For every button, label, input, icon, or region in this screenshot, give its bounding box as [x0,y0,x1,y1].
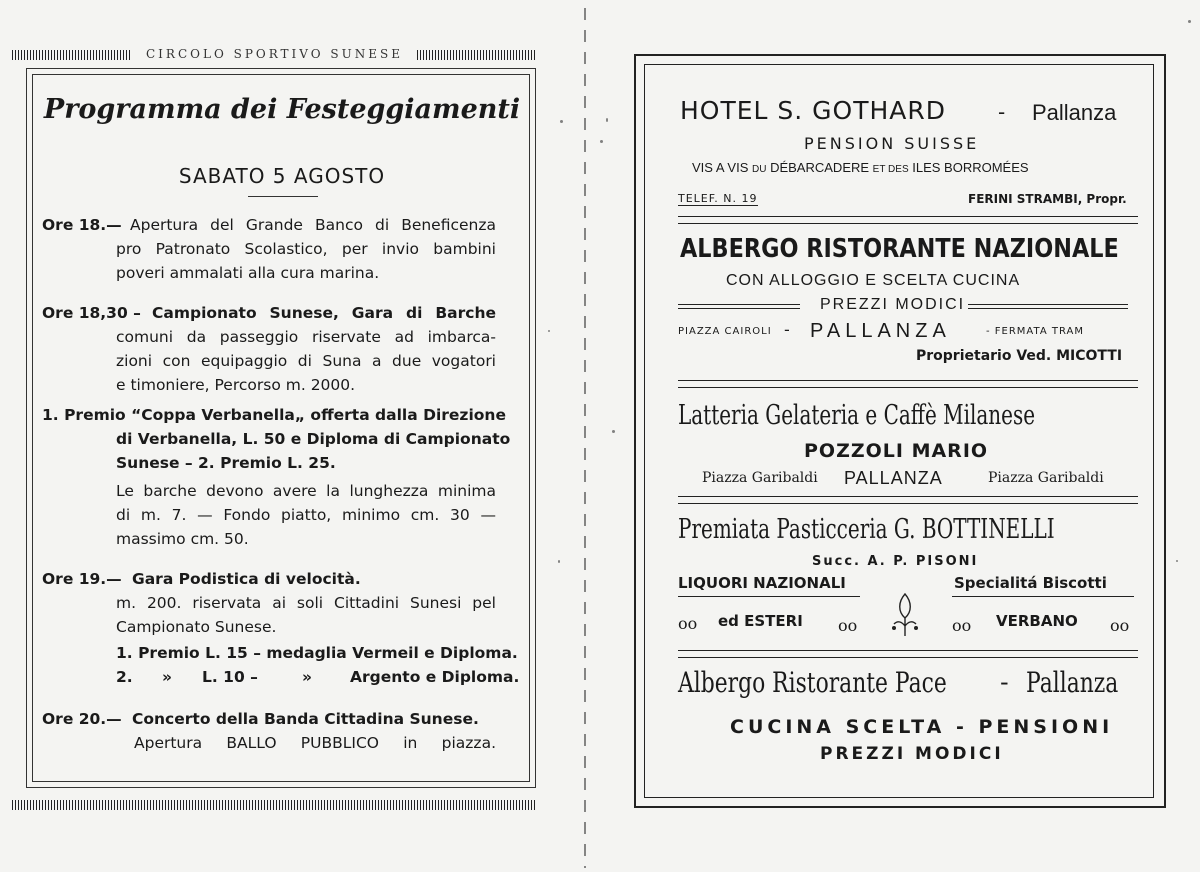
latteria-addr-left: Piazza Garibaldi [702,470,818,486]
entry-line: comuni da passeggio riservate ad imbarca- [116,328,496,346]
separator [678,216,1138,224]
entry-line: Le barche devono avere la lunghezza minima [116,482,496,500]
entry-line: Argento e Diploma. [350,668,520,686]
day-heading: SABATO 5 AGOSTO [178,164,386,188]
ornament-icon: oo [838,616,858,635]
footer-band [12,800,537,810]
entry-line: pro Patronato Scolastico, per invio bambini [116,240,496,258]
programma-title: Programma dei Festeggiamenti [43,94,521,125]
scan-speck [612,430,615,433]
hotel-telef: TELEF. N. 19 [678,192,758,205]
pasticceria-esteri: ed ESTERI [718,612,803,630]
entry-line: m. 200. riservata ai soli Cittadini Sunesi pel [116,594,496,612]
separator [678,496,1138,504]
entry-line: Sunese – 2. Premio L. 25. [116,454,336,472]
entry-line: zioni con equipaggio di Suna a due vogatori [116,352,496,370]
nazionale-prezzi: PREZZI MODICI [820,296,966,313]
entry-line: Gara Podistica di velocità. [132,570,361,588]
rule [952,596,1134,597]
hotel-place: Pallanza [1032,100,1117,125]
nazionale-dash: - [784,320,790,339]
nazionale-pallanza: PALLANZA [810,320,951,342]
entry-line: L. 10 – [202,668,258,686]
pasticceria-verbano: VERBANO [996,612,1078,630]
nazionale-piazza: PIAZZA CAIROLI [678,326,772,337]
scan-speck [1188,20,1191,23]
entry-time: Ore 19.— [42,570,122,588]
entry-line: poveri ammalati alla cura marina. [116,264,380,282]
entry-line: Concerto della Banda Cittadina Sunese. [132,710,479,728]
separator [678,380,1138,388]
rule-left [678,304,800,309]
scan-speck [1176,560,1178,562]
et-text: ET DES [872,164,909,175]
separator [678,650,1138,658]
pace-dash: - [1000,668,1009,696]
pasticceria-name: Premiata Pasticceria G. BOTTINELLI [678,514,1055,545]
pace-line2: PREZZI MODICI [820,744,1004,764]
entry-line: » [302,668,313,686]
pasticceria-succ: Succ. A. P. PISONI [812,554,979,569]
entry-time: Ore 20.— [42,710,122,728]
du-text: DU [752,164,767,175]
ornament-icon: oo [678,614,698,633]
scan-speck [548,330,550,332]
entry-line: Campionato Sunese. [116,618,277,636]
rule [678,596,860,597]
latteria-owner: POZZOLI MARIO [804,440,989,462]
rule-right [968,304,1128,309]
entry-line: Campionato Sunese, Gara di Barche [152,304,496,322]
entry-line: di m. 7. — Fondo piatto, minimo cm. 30 — [116,506,496,524]
right-page-advertisements [634,54,1166,810]
header-band [12,47,537,61]
pasticceria-specialita: Specialitá Biscotti [954,574,1107,592]
day-underline [248,196,318,197]
hotel-name: HOTEL S. GOTHARD [680,96,947,125]
entry-time: Ore 18.— [42,216,122,234]
entry-line: e timoniere, Percorso m. 2000. [116,376,356,394]
pace-line1: CUCINA SCELTA - PENSIONI [730,716,1114,738]
entry-line: » [162,668,173,686]
hotel-dash: - [998,100,1006,124]
scan-speck [600,140,603,143]
hotel-owner: FERINI STRAMBI, Propr. [968,192,1127,206]
deb-text: DÉBARCADERE [770,160,870,175]
scan-speck [606,118,608,122]
scan-speck [558,560,560,563]
nazionale-fermata: - FERMATA TRAM [986,326,1084,337]
entry-line: Apertura BALLO PUBBLICO in piazza. [134,734,496,752]
latteria-name: Latteria Gelateria e Caffè Milanese [678,400,1036,431]
circolo-header: CIRCOLO SPORTIVO SUNESE [132,47,417,61]
entry-line: Apertura del Grande Banco di Beneficenza [130,216,496,234]
entry-time: Ore 18,30 – [42,304,141,322]
hotel-vis [692,160,1029,175]
pace-name: Albergo Ristorante Pace [678,666,947,699]
latteria-pallanza: PALLANZA [844,468,943,488]
nazionale-owner: Proprietario Ved. MICOTTI [916,348,1123,364]
fleur-ornament-icon [888,592,922,638]
scan-speck [560,120,563,123]
entry-line: massimo cm. 50. [116,530,249,548]
left-page-programma [12,47,537,815]
latteria-addr-right: Piazza Garibaldi [988,470,1104,486]
ornament-icon: oo [952,616,972,635]
entry-line: di Verbanella, L. 50 e Diploma di Campionato [116,430,511,448]
nazionale-name: ALBERGO RISTORANTE NAZIONALE [680,234,1119,264]
entry-line: 1. Premio L. 15 – medaglia Vermeil e Diploma. [116,644,518,662]
pace-place: Pallanza [1026,666,1119,699]
hotel-subtitle: PENSION SUISSE [804,134,980,153]
entry-line: 1. Premio “Coppa Verbanella„ offerta dalla Direzione [42,406,506,424]
nazionale-line1: CON ALLOGGIO E SCELTA CUCINA [726,272,1021,289]
page-spine [584,8,586,868]
ornament-icon: oo [1110,616,1130,635]
pasticceria-liquori: LIQUORI NAZIONALI [678,574,846,592]
entry-line: 2. [116,668,133,686]
iles-text: ILES BORROMÉES [912,160,1029,175]
vis-text: VIS A VIS [692,160,749,175]
